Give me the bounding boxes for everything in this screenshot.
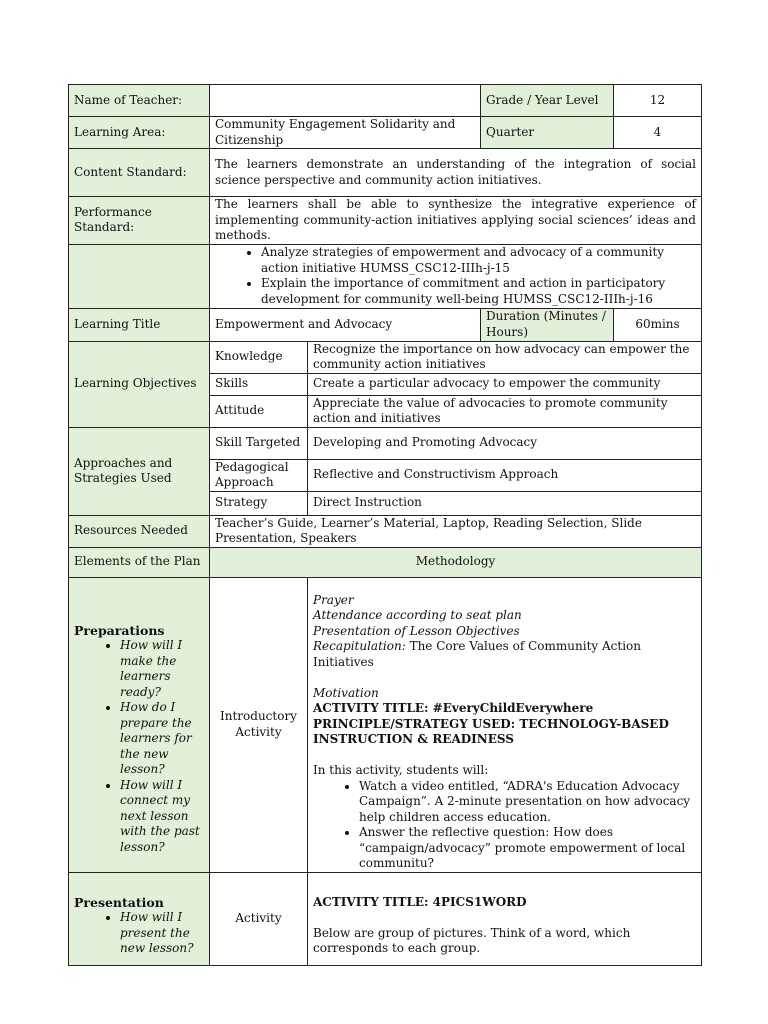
quarter-label: Quarter (481, 117, 614, 149)
objectives-line: Presentation of Lesson Objectives (313, 623, 520, 638)
competencies-cell (210, 244, 702, 308)
activity-title-line: ACTIVITY TITLE: #EveryChildEverywhere (313, 701, 594, 715)
activity-task: • Watch a video entitled, “ADRA's Education Advocacy Campaign”. A 2-minute presentation on how advocacy help children access education. (359, 779, 696, 826)
approaches-label: Approaches and Strategies Used (69, 427, 210, 515)
prayer-line: Prayer (313, 592, 354, 607)
introductory-activity-content (308, 577, 702, 872)
learning-title-value: Empowerment and Advocacy (210, 308, 481, 341)
preparations-title: Preparations (74, 622, 165, 638)
methodology-label: Methodology (210, 547, 702, 577)
competency-item: • Analyze strategies of empowerment and advocacy of a community action initiative HUMSS_CSC12-IIIh-j-15 (261, 245, 696, 276)
resources-label: Resources Needed (69, 515, 210, 547)
grade-value: 12 (614, 85, 702, 117)
performance-standard-text: The learners shall be able to synthesize the integrative experience of implementing community-action initiatives applying social sciences’ ideas and methods. (210, 197, 702, 245)
presentation-title: Presentation (74, 894, 164, 910)
quarter-value: 4 (614, 117, 702, 149)
knowledge-text: Recognize the importance on how advocacy can empower the community action initiatives (308, 341, 702, 373)
presentation-row (69, 872, 702, 965)
performance-standard-row (69, 197, 702, 245)
learning-area-value: Community Engagement Solidarity and Citizenship (210, 117, 481, 149)
learning-title-row (69, 308, 702, 341)
approach-skill-row (69, 427, 702, 459)
resources-text: Teacher’s Guide, Learner’s Material, Laptop, Reading Selection, Slide Presentation, Speakers (210, 515, 702, 547)
content-standard-text: The learners demonstrate an understanding of the integration of social science perspective and community action initiatives. (210, 149, 702, 197)
strategy-label: Strategy (210, 491, 308, 515)
presentation-content (308, 872, 702, 965)
resources-row (69, 515, 702, 547)
presentation-question: • How will I present the new lesson? (120, 910, 204, 957)
learning-area-row (69, 117, 702, 149)
introductory-activity-label: Introductory Activity (210, 577, 308, 872)
competencies-label (69, 244, 210, 308)
pedagogical-text: Reflective and Constructivism Approach (308, 459, 702, 491)
skills-label: Skills (210, 373, 308, 395)
recap-line (313, 639, 696, 670)
learning-title-label: Learning Title (69, 308, 210, 341)
elements-row (69, 547, 702, 577)
activity-stage-label: Activity (210, 872, 308, 965)
preparations-questions (74, 638, 204, 855)
activity-intro-line: In this activity, students will: (313, 763, 489, 777)
preparation-question: • How will I make the learners ready? (120, 638, 204, 700)
learning-objectives-label: Learning Objectives (69, 341, 210, 427)
objective-knowledge-row (69, 341, 702, 373)
recap-label: Recapitulation: (313, 639, 406, 653)
activity-task-list (313, 779, 696, 872)
preparations-cell (69, 577, 210, 872)
activity-task: • Answer the reflective question: How does “campaign/advocacy” promote empowerment of local communitu? (359, 825, 696, 872)
skill-targeted-text: Developing and Promoting Advocacy (308, 427, 702, 459)
skill-targeted-label: Skill Targeted (210, 427, 308, 459)
grade-label: Grade / Year Level (481, 85, 614, 117)
pedagogical-label: Pedagogical Approach (210, 459, 308, 491)
preparation-question: • How do I prepare the learners for the new lesson? (120, 700, 204, 778)
presentation-questions (74, 910, 204, 957)
recap-text: The Core Values of Community Action Initiatives (313, 639, 641, 669)
presentation-instruction: Below are group of pictures. Think of a word, which corresponds to each group. (313, 925, 631, 955)
performance-standard-label: Performance Standard: (69, 197, 210, 245)
motivation-line: Motivation (313, 685, 379, 700)
competencies-list (215, 245, 696, 307)
presentation-cell (69, 872, 210, 965)
skills-text: Create a particular advocacy to empower the community (308, 373, 702, 395)
knowledge-label: Knowledge (210, 341, 308, 373)
duration-value: 60mins (614, 308, 702, 341)
content-standard-label: Content Standard: (69, 149, 210, 197)
teacher-row (69, 85, 702, 117)
presentation-activity-title: ACTIVITY TITLE: 4PICS1WORD (313, 894, 527, 909)
competencies-row (69, 244, 702, 308)
lesson-plan-table (68, 84, 702, 966)
preparations-row (69, 577, 702, 872)
duration-label: Duration (Minutes / Hours) (481, 308, 614, 341)
attitude-text: Appreciate the value of advocacies to promote community action and initiatives (308, 395, 702, 427)
preparation-question: • How will I connect my next lesson with the past lesson? (120, 778, 204, 856)
attitude-label: Attitude (210, 395, 308, 427)
elements-label: Elements of the Plan (69, 547, 210, 577)
competency-item: • Explain the importance of commitment and action in participatory development for community well-being HUMSS_CSC12-IIIh-j-16 (261, 276, 696, 307)
teacher-value (210, 85, 481, 117)
principle-line: PRINCIPLE/STRATEGY USED: TECHNOLOGY-BASED INSTRUCTION & READINESS (313, 716, 669, 746)
teacher-label: Name of Teacher: (69, 85, 210, 117)
strategy-text: Direct Instruction (308, 491, 702, 515)
learning-area-label: Learning Area: (69, 117, 210, 149)
attendance-line: Attendance according to seat plan (313, 608, 522, 622)
content-standard-row (69, 149, 702, 197)
